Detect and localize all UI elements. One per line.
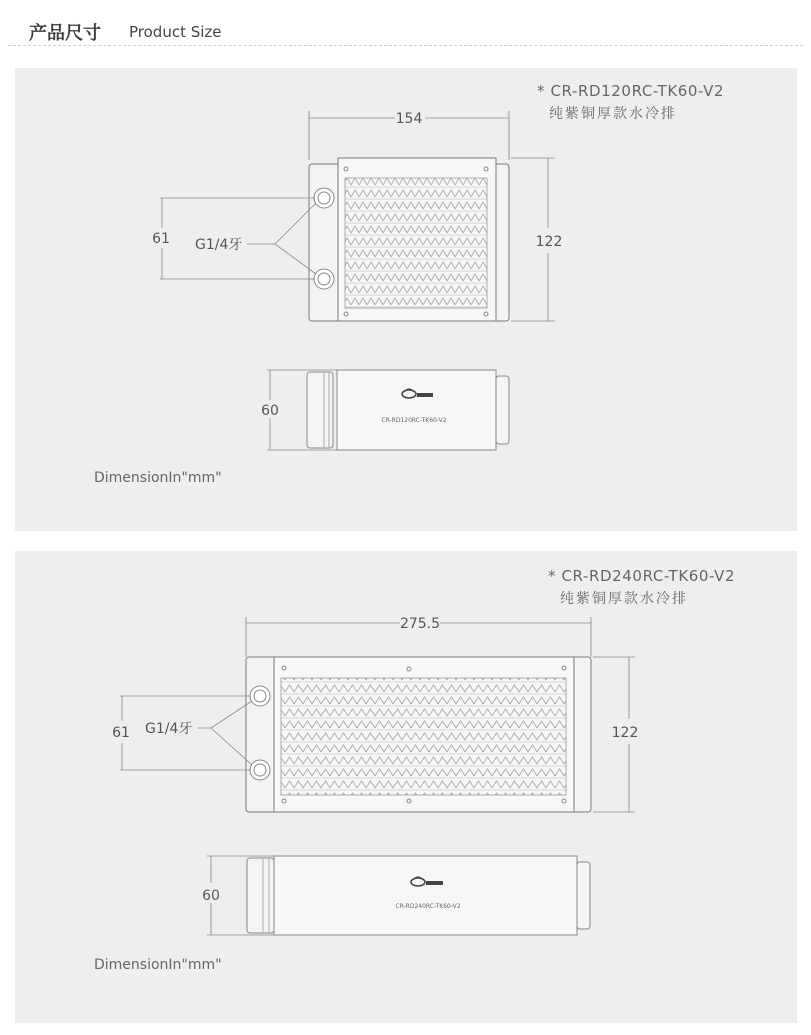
radiator-front-view — [309, 158, 509, 321]
thread-label: G1/4牙 — [195, 237, 243, 253]
outlet-port — [250, 760, 270, 780]
radiator-120-drawing — [15, 68, 797, 531]
height-dim-label: 122 — [611, 725, 639, 741]
side-model-label: CR-RD120RC-TK60-V2 — [381, 417, 447, 424]
width-dim-label: 154 — [395, 111, 423, 127]
outlet-port — [314, 269, 334, 289]
inlet-port — [314, 188, 334, 208]
width-dim-label: 275.5 — [399, 616, 441, 632]
thread-leader — [247, 203, 316, 274]
radiator-side-view — [247, 856, 590, 935]
panel-120-radiator — [15, 68, 797, 531]
thread-label: G1/4牙 — [145, 721, 193, 737]
section-title-en: Product Size — [129, 23, 222, 41]
model-description: 纯紫铜厚款水冷排 — [560, 591, 688, 607]
panel-240-radiator — [15, 551, 797, 1023]
port-spacing-dim-label: 61 — [112, 725, 130, 741]
units-note: DimensionIn"mm" — [94, 470, 222, 486]
section-title-cn: 产品尺寸 — [29, 23, 101, 44]
header-divider — [8, 45, 803, 46]
thread-leader — [198, 701, 252, 765]
model-description: 纯紫铜厚款水冷排 — [549, 106, 677, 122]
inlet-port — [250, 686, 270, 706]
radiator-240-drawing — [15, 551, 797, 1023]
side-model-label: CR-RD240RC-TK60-V2 — [395, 903, 461, 910]
port-spacing-dim-label: 61 — [152, 231, 170, 247]
thickness-dim-label: 60 — [261, 403, 279, 419]
height-dim-label: 122 — [535, 234, 563, 250]
radiator-side-view — [307, 370, 509, 450]
units-note: DimensionIn"mm" — [94, 957, 222, 973]
radiator-front-view — [246, 657, 591, 812]
thickness-dim-label: 60 — [202, 888, 220, 904]
model-label: * CR-RD120RC-TK60-V2 — [537, 82, 725, 100]
model-label: * CR-RD240RC-TK60-V2 — [548, 567, 736, 585]
